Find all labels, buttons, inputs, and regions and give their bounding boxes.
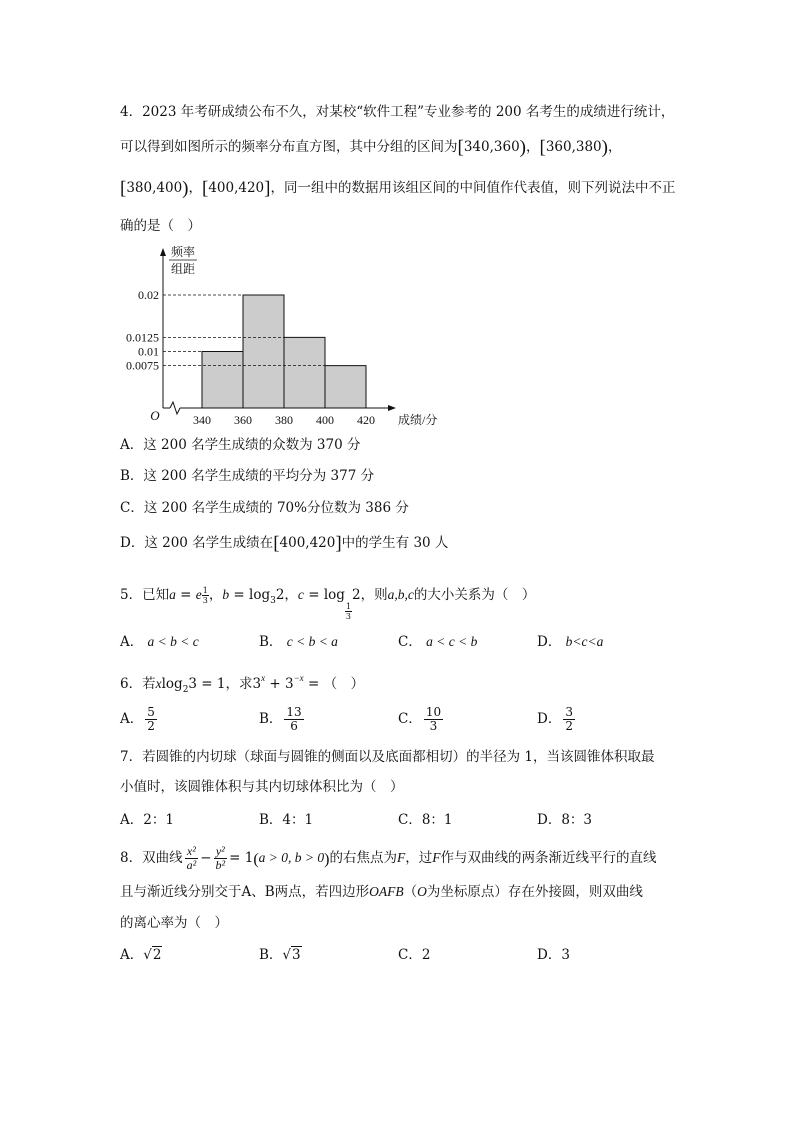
q8-mid2: ，过 [405, 850, 433, 866]
q6-mid: ，求 [225, 676, 253, 692]
q5-eq3: = [303, 587, 324, 603]
q5-option-a: A． a < b < c [120, 634, 199, 650]
q7-line2: 小值时，该圆锥体积与其内切球体积比为（ ） [120, 779, 404, 795]
q8-frac-y: $\frac{\text{y²}}{\text{b²}}$ [215, 844, 226, 872]
q4-line3-text: ，同一组中的数据用该组区间的中间值作代表值，则下列说法中不正 [270, 180, 676, 196]
q5-log-base: 3 [270, 596, 276, 606]
y-tick-label: 0.02 [138, 288, 159, 302]
q8-option-d: D．3 [537, 947, 570, 963]
q6-exp-a: x [261, 673, 266, 683]
q4-interval-2: 360,380 [545, 139, 602, 155]
q6-x: x [155, 676, 162, 691]
histogram-bar [202, 352, 243, 409]
q4-line3: [380,400)，[400,420]，同一组中的数据用该组区间的中间值作代表值，则下列说法中不正 [120, 178, 676, 199]
q8-line2-post: 为坐标原点）存在外接圆，则双曲线 [426, 884, 643, 900]
x-axis-break [170, 402, 180, 414]
histogram-bar [325, 366, 366, 408]
y-axis-label-bottom: 组距 [170, 262, 196, 276]
q5-e: e [195, 587, 202, 602]
y-axis-arrow [160, 248, 166, 256]
histogram-bar [284, 337, 325, 408]
q7-option-c: C．8：1 [398, 812, 453, 828]
x-tick-label: 400 [316, 413, 334, 427]
q5-log2-base: $\frac{1}{3}$ [345, 602, 352, 621]
y-tick-label: 0.0075 [126, 358, 159, 373]
q7-option-a: A．2：1 [120, 812, 174, 828]
q5-option-d: D． b<c<a [537, 634, 604, 650]
q8-sep: 、 [251, 884, 265, 900]
q5-eq: = [175, 587, 196, 603]
q6-exp-b: −x [293, 673, 304, 683]
q5-eq2: = [229, 587, 249, 603]
q5-b: b [222, 587, 230, 602]
q6-post: （ ） [323, 676, 365, 692]
q8-mid1: 的右焦点为 [329, 850, 397, 866]
q5-c: c [297, 587, 304, 602]
q5-option-c: C． a < c < b [398, 634, 478, 650]
q5-log: log [249, 587, 271, 603]
q6-log: log [161, 676, 183, 692]
q7-option-b: B．4：1 [259, 812, 314, 828]
x-axis-arrow [388, 405, 396, 411]
q6-expr-b: 3 [285, 676, 294, 692]
histogram-bar [243, 295, 284, 408]
q4-interval-1: 340,360 [463, 139, 520, 155]
q5-exponent: $\frac{1}{3}$ [202, 586, 208, 605]
q4-interval-4: 400,420 [208, 180, 265, 196]
x-tick-label: 380 [275, 413, 293, 427]
q6-arg: 3 = 1 [188, 676, 226, 692]
q4-line2-text: 可以得到如图所示的频率分布直方图，其中分组的区间为 [120, 139, 458, 155]
q5-stem [120, 585, 535, 621]
q4-interval-3: 380,400 [126, 180, 183, 196]
q8-F2: F [432, 850, 441, 865]
q8-line2-pre: 且与渐近线分别交于 [120, 884, 242, 900]
q8-A: A [241, 884, 252, 900]
histogram-chart [120, 238, 440, 428]
q6-option-a: A． $\frac{5}{2}$ [120, 705, 155, 733]
y-tick-label: 0.0125 [126, 330, 159, 345]
q8-line2 [120, 882, 643, 902]
origin-label: O [150, 408, 160, 423]
q4-option-c: C．这 200 名学生成绩的 70%分位数为 386 分 [120, 500, 409, 516]
y-tick-label: 0.01 [138, 344, 159, 359]
q5-post-pre: ，则 [360, 587, 388, 603]
q8-pre: 8．双曲线 [120, 850, 183, 866]
q6-eq: = [303, 676, 324, 692]
q6-expr-a: 3 [252, 676, 262, 692]
q8-quad: OAFB [369, 884, 404, 899]
q7-line1: 7．若圆锥的内切球（球面与圆锥的侧面以及底面都相切）的半径为 1，当该圆锥体积取最 [120, 749, 655, 765]
x-tick-label: 340 [193, 413, 211, 427]
q6-pre: 6．若 [120, 676, 156, 692]
q6-base: 2 [182, 685, 189, 695]
q6-option-b: B． $\frac{13}{6}$ [259, 705, 302, 733]
q5-sep2: ， [284, 587, 298, 603]
q4-line1: 4．2023 年考研成绩公布不久，对某校“软件工程”专业参考的 200 名考生的成绩进行统计， [120, 104, 675, 120]
q5-post: 的大小关系为（ ） [413, 587, 536, 603]
q5-log2: log [323, 587, 345, 603]
q8-frac-x: $\frac{\text{x²}}{\text{a²}}$ [186, 844, 197, 872]
q7-option-d: D．8：3 [537, 812, 593, 828]
x-tick-label: 360 [234, 413, 252, 427]
q5-log-arg: 2 [275, 587, 285, 603]
q6-stem [120, 668, 364, 700]
q5-option-b: B． c < b < a [259, 634, 338, 650]
q8-line2-mid: 两点，若四边形 [274, 884, 370, 900]
x-tick-label: 420 [357, 413, 375, 427]
q6-plus: + [265, 676, 285, 692]
x-axis-label: 成绩/分 [398, 413, 438, 427]
q8-option-b: B．√3 [259, 947, 301, 963]
q8-option-a: A．√2 [120, 947, 162, 963]
q4-option-d: D．这 200 名学生成绩在[400,420]中的学生有 30 人 [120, 533, 449, 554]
q8-option-c: C．2 [398, 947, 431, 963]
q4-option-a: A．这 200 名学生成绩的众数为 370 分 [120, 437, 361, 453]
q8-cond: a > 0, b > 0 [258, 850, 325, 865]
q4-option-d-post: 中的学生有 30 人 [341, 535, 449, 551]
q5-vars: a,b,c [387, 587, 414, 602]
q6-option-c: C． $\frac{10}{3}$ [398, 705, 442, 733]
q8-F: F [396, 850, 406, 865]
q4-option-d-interval: 400,420 [279, 535, 336, 551]
q8-line1: 8．双曲线 $\frac{\text{x²}}{\text{a²}}$ − $\frac{\text{y²}}{\text{b²}}$ = 1(a > 0, b > 0)的右焦点为F，过F作与双曲线的两条渐近线平行的直线 [120, 844, 657, 872]
q4-option-d-pre: D．这 200 名学生成绩在 [120, 535, 274, 551]
q5-pre: 5．已知 [120, 587, 170, 603]
q4-line2: 可以得到如图所示的频率分布直方图，其中分组的区间为[340,360)，[360,380)， [120, 137, 622, 158]
q8-eq1: = 1 [229, 850, 254, 866]
q5-sep: ， [208, 587, 223, 603]
q8-post1: 作与双曲线的两条渐近线平行的直线 [440, 850, 657, 866]
y-axis-label-top: 频率 [170, 245, 196, 259]
q8-O: O [417, 884, 427, 899]
q5-a: a [169, 587, 176, 602]
q8-line3: 的离心率为（ ） [120, 915, 228, 931]
q8-minus: − [200, 850, 212, 866]
q6-option-d: D． $\frac{3}{2}$ [537, 705, 573, 733]
q4-line4: 确的是（ ） [120, 218, 201, 234]
q8-paren: （ [403, 884, 418, 900]
q4-option-b: B．这 200 名学生成绩的平均分为 377 分 [120, 468, 375, 484]
q8-B: B [264, 884, 275, 900]
q5-log2-arg: 2 [352, 587, 361, 603]
